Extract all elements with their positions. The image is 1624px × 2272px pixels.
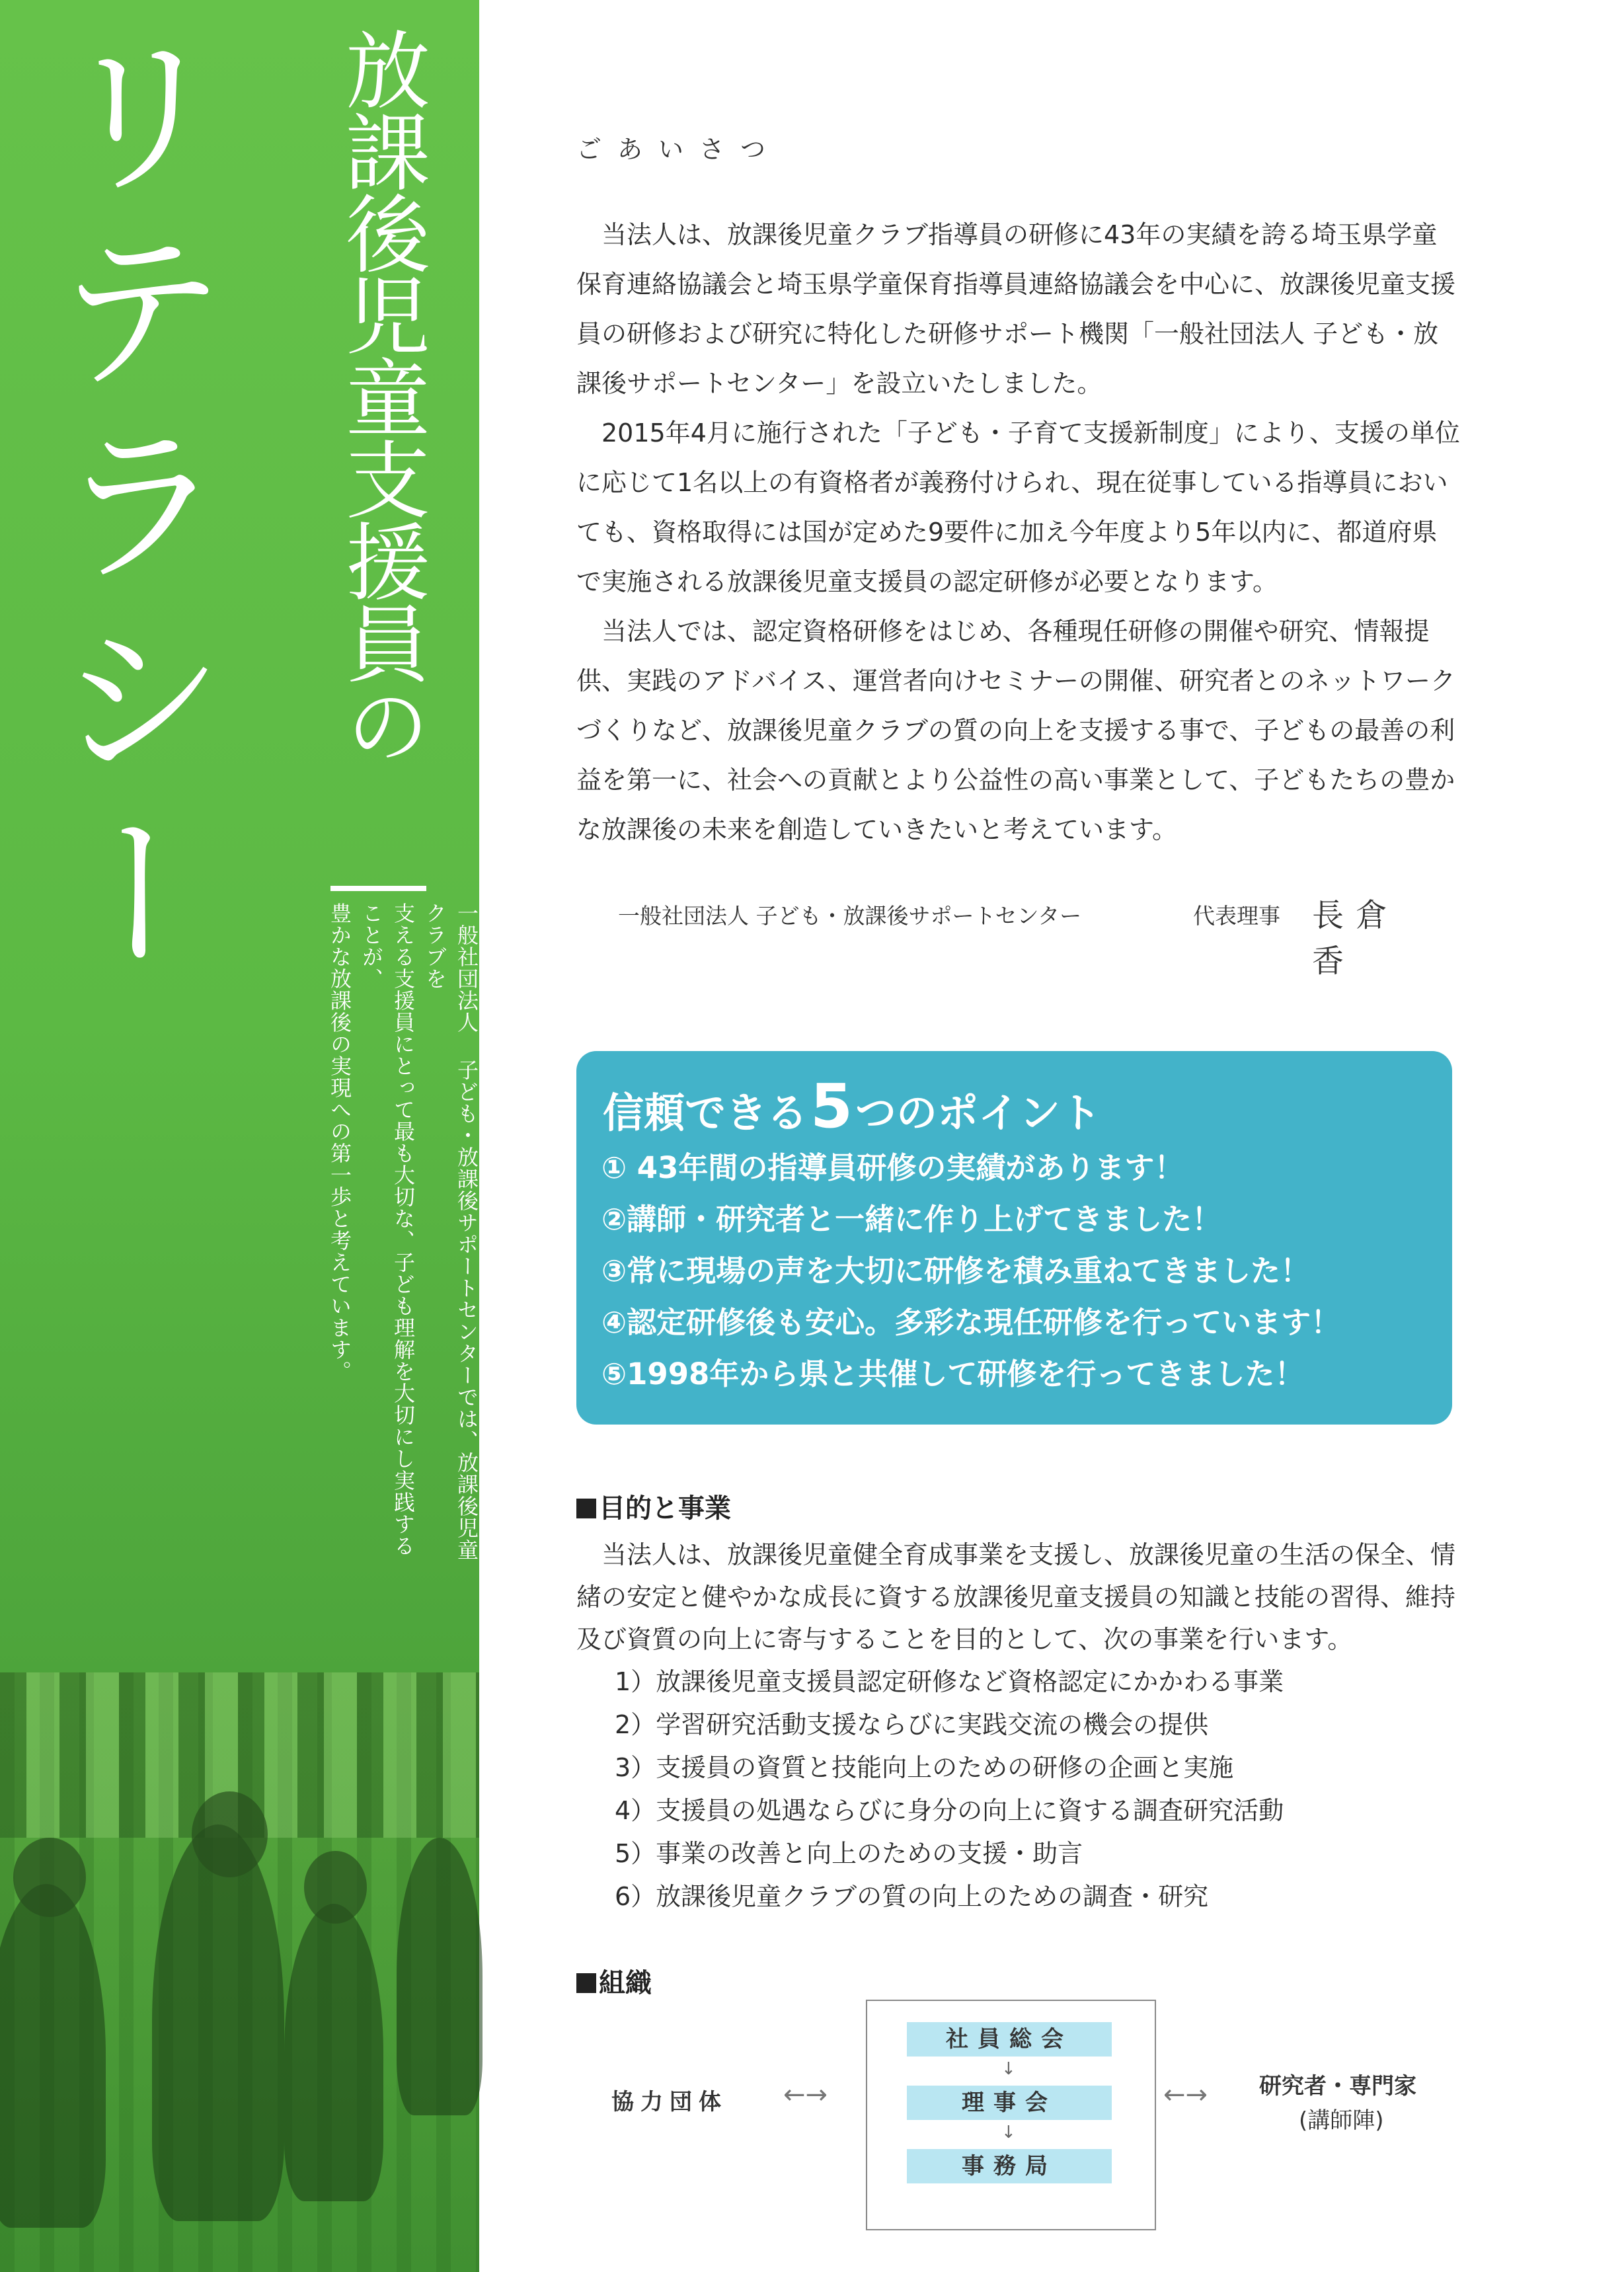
purpose-heading-text: 目的と事業 bbox=[599, 1493, 731, 1524]
point-item: ④認定研修後も安心。多彩な現任研修を行っています！ bbox=[601, 1305, 1341, 1340]
children-photo bbox=[0, 1672, 479, 2272]
greeting-paragraph: 当法人は、放課後児童クラブ指導員の研修に43年の実績を誇る埼玉県学童保育連絡協議会と埼玉県学童保育指導員連絡協議会を中心に、放課後児童支援員の研修および研究に特化した研修サポート機関「一般社団法人 子ども・放課後サポートセンター」を設立いたしました。 bbox=[576, 220, 1456, 398]
points-list bbox=[601, 1142, 1340, 1400]
business-item: 3）支援員の資質と技能向上のための研修の企画と実施 bbox=[615, 1753, 1234, 1782]
square-bullet-icon bbox=[576, 1973, 596, 1993]
signature-name: 長倉 香 bbox=[1312, 897, 1400, 980]
greeting-paragraph: 2015年4月に施行された「子ども・子育て支援新制度」により、支援の単位に応じて1名以上の有資格者が義務付けられ、現在従事している指導員においても、資格取得には国が定めた9要件に加え今年度より5年以内に、都道府県で実施される放課後児童支援員の認定研修が必要となります。 bbox=[576, 418, 1460, 596]
signature bbox=[618, 897, 1464, 980]
banner-description bbox=[324, 902, 483, 1563]
point-item: ⑤1998年から県と共催して研修を行ってきました！ bbox=[601, 1356, 1305, 1391]
partner-organizations: 協力団体 bbox=[611, 2089, 728, 2115]
business-item: 1）放課後児童支援員認定研修など資格認定にかかわる事業 bbox=[615, 1667, 1284, 1696]
business-item: 6）放課後児童クラブの質の向上のための調査・研究 bbox=[615, 1882, 1209, 1911]
bidirectional-arrow-icon: ←→ bbox=[1163, 2080, 1208, 2110]
greeting-paragraph: 当法人では、認定資格研修をはじめ、各種現任研修の開催や研究、情報提供、実践のアドバイス、運営者向けセミナーの開催、研究者とのネットワークづくりなど、放課後児童クラブの質の向上を支援する事で、子どもの最善の利益を第一に、社会への貢献とより公益性の高い事業として、子どもたちの豊かな放課後の未来を創造していきたいと考えています。 bbox=[576, 617, 1456, 844]
banner-text-line: 支える支援員にとって最も大切な、子ども理解を大切にし実践することが、 bbox=[359, 902, 416, 1557]
child-figure bbox=[0, 1884, 106, 2228]
child-figure bbox=[284, 1904, 383, 2201]
org-node-secretariat: 事務局 bbox=[907, 2149, 1112, 2183]
org-node-board: 理事会 bbox=[907, 2086, 1112, 2120]
banner-text-line: 一般社団法人 子ども・放課後サポートセンターでは、放課後児童クラブを bbox=[422, 902, 479, 1561]
signature-org: 一般社団法人 子ども・放課後サポートセンター bbox=[618, 903, 1082, 929]
signature-role: 代表理事 bbox=[1193, 903, 1280, 929]
researchers-experts: 研究者・専門家 bbox=[1259, 2073, 1416, 2099]
organization-heading-text: 組織 bbox=[599, 1968, 652, 1998]
title-divider bbox=[330, 886, 426, 891]
purpose-heading bbox=[576, 1487, 731, 1525]
lecturers-label: (講師陣) bbox=[1299, 2107, 1384, 2134]
sub-title: 放課後児童支援員の bbox=[331, 26, 430, 764]
point-item: ③常に現場の声を大切に研修を積み重ねてきました！ bbox=[601, 1253, 1310, 1288]
title-banner bbox=[0, 0, 479, 2272]
child-figure bbox=[192, 1791, 268, 1877]
organization-heading bbox=[576, 1962, 652, 2000]
purpose-paragraph: 当法人は、放課後児童健全育成事業を支援し、放課後児童の生活の保全、情緒の安定と健やかな成長に資する放課後児童支援員の知識と技能の習得、維持及び資質の向上に寄与することを目的として、次の事業を行います。 bbox=[576, 1540, 1456, 1654]
down-arrow-icon: ↓ bbox=[1001, 2059, 1016, 2079]
business-list bbox=[615, 1661, 1284, 1918]
point-item: ① 43年間の指導員研修の実績があります！ bbox=[601, 1150, 1184, 1185]
child-figure bbox=[397, 1838, 483, 2115]
points-title-post: つのポイント bbox=[855, 1089, 1102, 1137]
points-title-number: 5 bbox=[810, 1071, 853, 1142]
purpose-body bbox=[576, 1534, 1462, 1661]
business-item: 4）支援員の処遇ならびに身分の向上に資する調査研究活動 bbox=[615, 1796, 1284, 1825]
bidirectional-arrow-icon: ←→ bbox=[783, 2080, 828, 2110]
org-chart bbox=[866, 2000, 1156, 2230]
child-figure bbox=[152, 1824, 284, 2221]
points-title-pre: 信頼できる bbox=[603, 1089, 808, 1137]
banner-text-line: 豊かな放課後の実現への第一歩と考えています。 bbox=[327, 902, 352, 1382]
point-item: ②講師・研究者と一緒に作り上げてきました！ bbox=[601, 1202, 1222, 1237]
greeting-heading: ごあいさつ bbox=[576, 135, 782, 164]
child-figure bbox=[304, 1851, 367, 1924]
points-title bbox=[603, 1071, 1101, 1142]
child-figure bbox=[13, 1838, 86, 1917]
down-arrow-icon: ↓ bbox=[1001, 2123, 1016, 2142]
square-bullet-icon bbox=[576, 1499, 596, 1518]
greeting-body bbox=[576, 210, 1462, 855]
business-item: 5）事業の改善と向上のための支援・助言 bbox=[615, 1839, 1083, 1868]
five-points-box bbox=[576, 1051, 1452, 1425]
main-title: リテラシー bbox=[25, 26, 227, 998]
org-node-general-meeting: 社員総会 bbox=[907, 2022, 1112, 2057]
business-item: 2）学習研究活動支援ならびに実践交流の機会の提供 bbox=[615, 1710, 1209, 1739]
